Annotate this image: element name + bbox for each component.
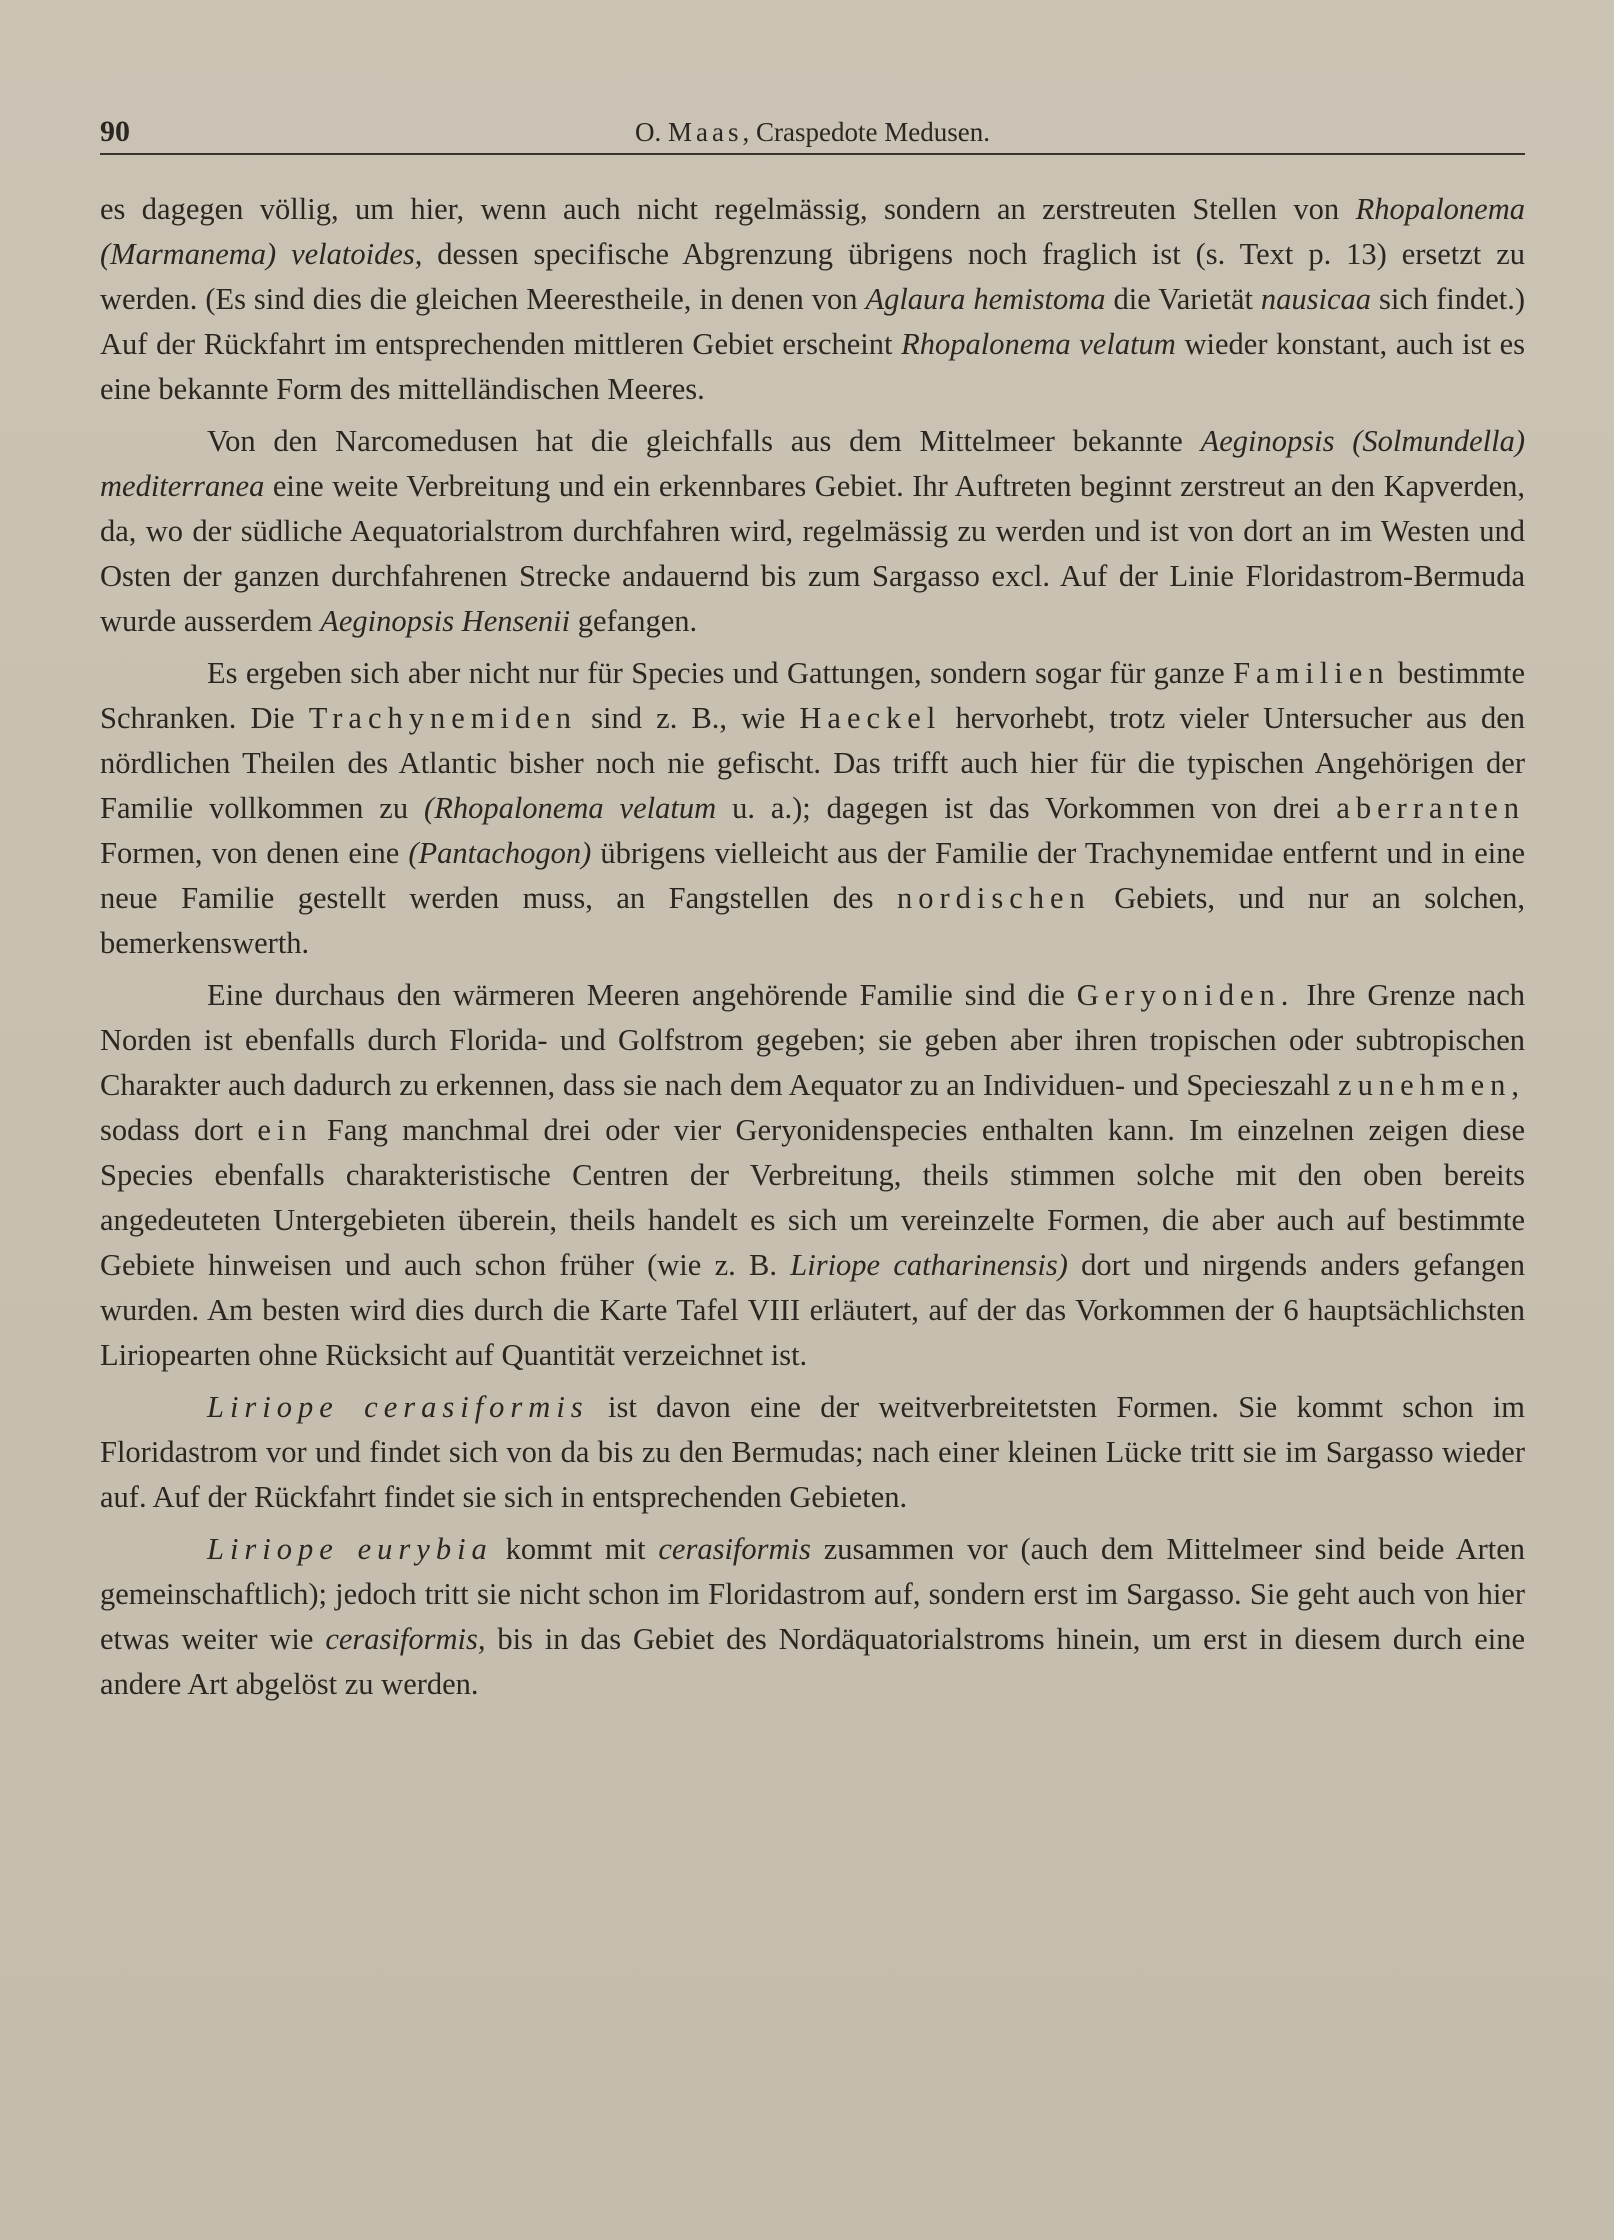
- taxon-name: nausicaa: [1260, 282, 1372, 316]
- text-span: sind z. B., wie: [577, 701, 800, 735]
- text-span: dessen specifische Abgrenzung übrigens noch fraglich ist (s. Text p. 13) ersetzt zu werden. (Es sind dies die gleichen Meerestheile, in denen von: [100, 237, 1525, 316]
- text-span: Fang manchmal drei oder vier Geryonidenspecies enthalten kann. Im einzelnen zeigen diese Species ebenfalls charakteristische Centren der Verbreitung, theils stimmen solche mit den oben bereits angedeuteten Untergebieten überein, theils handelt es sich um vereinzelte Formen, die aber auch auf bestimmte Gebiete hinweisen und auch schon früher (wie z. B.: [100, 1113, 1525, 1282]
- emphasis-spaced: Geryoniden.: [1076, 978, 1295, 1012]
- paragraph-4: [100, 973, 1525, 1378]
- taxon-name: Rhopalonema (Marmanema) velatoides,: [100, 192, 1525, 271]
- emphasis-spaced: nordischen: [896, 881, 1091, 915]
- text-span: zusammen vor (auch dem Mittelmeer sind beide Arten gemeinschaftlich); jedoch tritt sie nicht schon im Floridastrom auf, sondern erst im Sargasso. Sie geht auch von hier etwas weiter wie: [100, 1532, 1525, 1656]
- text-span: Von den Narcomedusen hat die gleichfalls aus dem Mittelmeer bekannte: [207, 424, 1201, 458]
- text-span: die Varietät: [1105, 282, 1261, 316]
- taxon-name: Rhopalonema velatum: [901, 327, 1176, 361]
- text-span: bestimmte Schranken. Die: [100, 656, 1525, 735]
- running-title: [100, 117, 1525, 148]
- text-span: sodass dort: [100, 1113, 258, 1147]
- taxon-name: Aeginopsis Hensenii: [320, 604, 571, 638]
- emphasis-spaced: zunehmen,: [1338, 1068, 1525, 1102]
- text-span: dort und nirgends anders gefangen wurden. Am besten wird dies durch die Karte Tafel VIII erläutert, auf der das Vorkommen der 6 hauptsächlichsten Liriopearten ohne Rücksicht auf Quantität verzeichnet ist.: [100, 1248, 1525, 1372]
- body-text: [100, 187, 1525, 1714]
- text-span: gefangen.: [570, 604, 698, 638]
- text-span: Formen, von denen eine: [100, 836, 409, 870]
- taxon-name: cerasiformis,: [325, 1622, 486, 1656]
- emphasis-spaced: Haeckel: [799, 701, 942, 735]
- text-span: eine weite Verbreitung und ein erkennbares Gebiet. Ihr Auftreten beginnt zerstreut an den Kapverden, da, wo der südliche Aequatorialstrom durchfahren wird, regelmässig zu werden und ist von dort an im Westen und Osten der ganzen durchfahrenen Strecke andauernd bis zum Sargasso excl. Auf der Linie Floridastrom-Bermuda wurde ausserdem: [100, 469, 1525, 638]
- text-span: Eine durchaus den wärmeren Meeren angehörende Familie sind die: [207, 978, 1077, 1012]
- emphasis-spaced: Trachynemiden: [308, 701, 578, 735]
- text-span: bis in das Gebiet des Nordäquatorialstroms hinein, um erst in diesem durch eine andere Art abgelöst zu werden.: [100, 1622, 1525, 1701]
- author-initial: O.: [635, 117, 662, 147]
- paragraph-5: [100, 1385, 1525, 1520]
- book-title: , Craspedote Medusen.: [742, 117, 990, 147]
- text-span: u. a.); dagegen ist das Vorkommen von drei: [716, 791, 1337, 825]
- species-heading: Liriope eurybia: [207, 1532, 493, 1566]
- text-span: Ihre Grenze nach Norden ist ebenfalls durch Florida- und Golfstrom gegeben; sie geben aber ihren tropischen oder subtropischen Charakter auch dadurch zu erkennen, dass sie nach dem Aequator zu an Individuen- und Specieszahl: [100, 978, 1525, 1102]
- text-span: übrigens vielleicht aus der Familie der Trachynemidae entfernt und in eine neue Familie gestellt werden muss, an Fangstellen des: [100, 836, 1525, 915]
- taxon-name: Liriope catharinensis): [790, 1248, 1068, 1282]
- taxon-name: Aglaura hemistoma: [865, 282, 1106, 316]
- text-span: sich findet.) Auf der Rückfahrt im entsprechenden mittleren Gebiet erscheint: [100, 282, 1526, 361]
- text-span: Es ergeben sich aber nicht nur für Species und Gattungen, sondern sogar für ganze: [207, 656, 1234, 690]
- paragraph-6: [100, 1527, 1525, 1707]
- paragraph-2: [100, 419, 1525, 644]
- taxon-name: cerasiformis: [658, 1532, 811, 1566]
- emphasis-spaced: Familien: [1233, 656, 1390, 690]
- page-number: 90: [100, 115, 130, 148]
- emphasis-spaced: aberranten: [1336, 791, 1526, 825]
- text-span: kommt mit: [492, 1532, 659, 1566]
- taxon-name: (Rhopalonema velatum: [424, 791, 717, 825]
- taxon-name: (Pantachogon): [408, 836, 592, 870]
- text-span: es dagegen völlig, um hier, wenn auch nicht regelmässig, sondern an zerstreuten Stellen von: [100, 192, 1356, 226]
- text-span: ist davon eine der weitverbreitetsten Formen. Sie kommt schon im Floridastrom vor und findet sich von da bis zu den Bermudas; nach einer kleinen Lücke tritt sie im Sargasso wieder auf. Auf der Rückfahrt findet sie sich in entsprechenden Gebieten.: [100, 1390, 1525, 1514]
- text-span: wieder konstant, auch ist es eine bekannte Form des mittelländischen Meeres.: [100, 327, 1526, 406]
- running-header: [100, 115, 1525, 155]
- paragraph-1: [100, 187, 1525, 412]
- species-heading: Liriope cerasiformis: [207, 1390, 589, 1424]
- text-span: Gebiets, und nur an solchen, bemerkenswerth.: [100, 881, 1525, 960]
- paragraph-3: [100, 651, 1525, 966]
- author-surname: Maas: [668, 117, 743, 147]
- text-span: hervorhebt, trotz vieler Untersucher aus den nördlichen Theilen des Atlantic bisher noch nie gefischt. Das trifft auch hier für die typischen Angehörigen der Familie vollkommen zu: [100, 701, 1525, 825]
- taxon-name: Aeginopsis (Solmundella) mediterranea: [100, 424, 1526, 503]
- emphasis-spaced: ein: [257, 1113, 313, 1147]
